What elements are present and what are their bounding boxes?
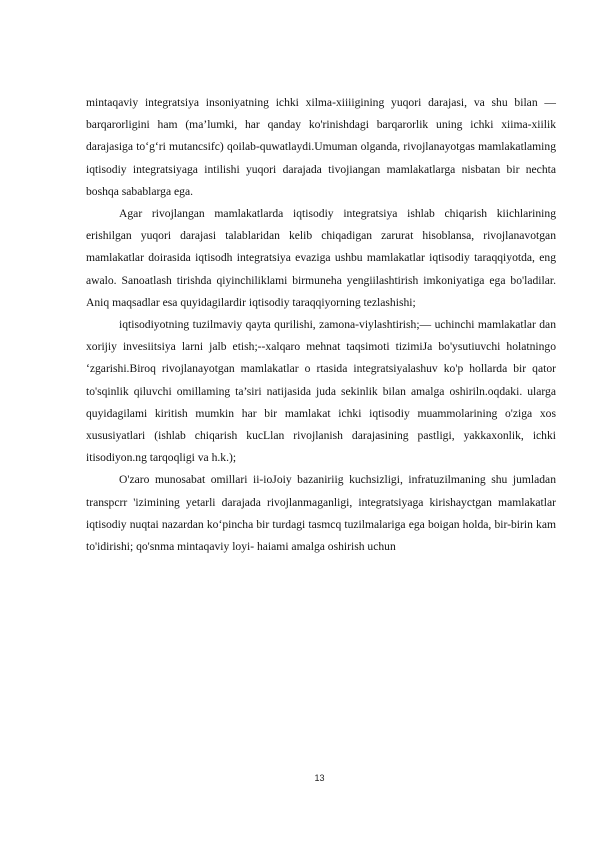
paragraph-2: Agar rivojlangan mamlakatlarda iqtisodiy integratsiya ishlab chiqarish kiichlarining erishilgan yuqori darajasi talablaridan kelib chiqadigan zarurat hisoblansa, rivojlanavotgan mamlakatlar doirasida iqtisodh integratsiya evaziga ushbu mamlakatlar iqtisodiy taraqqiyotda, eng awalo. Sanoatlash tirishda qiyinchiliklami birmuneha yengiilashtirish imkoniyatiga ega bo'ladilar. Aniq maqsadlar esa quyidagilardir iqtisodiy taraqqiyorning tezlashishi; — [86, 207, 556, 309]
paragraph-4: O'zaro munosabat omillari ii-ioJoiy bazaniriig kuchsizligi, infratuzilmaning shu jumladan transpcrr 'izimining yetarli darajada rivojlanmaganligi, integratsiyaga kirishayctgan mamlakatlar iqtisodiy nuqtai nazardan ko‘pincha bir turdagi tasmcq tuzilmalariga ega boigan holda, bir-birin kam to'idirishi; qo'snma mintaqaviy loyi- haiami amalga oshirish uchun — [86, 473, 556, 554]
page-number: 13 — [314, 773, 325, 783]
paragraph-3: iqtisodiyotning tuzilmaviy qayta qurilishi, zamona-viylashtirish;— uchinchi mamlakatlar dan xorijiy invesiitsiya larni jalb etish;--xalqaro mehnat taqsimoti tizimiJa bo'ysutiuvchi holatningo ‘zgarishi.Biroq rivojlanayotgan mamlakatlar o rtasida integratsiyalashuv ko'p hollarda bir qator to'sqinlik qiluvchi omillaming ta’siri natijasida juda sekinlik bilan amalga oshiriln.oqdaki. ularga quyidagilami kiritish mumkin har bir mamlakat ichki iqtisodiy muammolarining o'ziga xos xususiyatlari (ishlab chiqarish kucLlan rivojlanish darajasining pastligi, yakkaxonlik, ichki itisodiyon.ng tarqoqligi va h.k.); — [86, 318, 556, 465]
body-text — [86, 92, 556, 558]
paragraph-1: mintaqaviy integratsiya insoniyatning ichki xilma-xiiiigining yuqori darajasi, va shu bilan — barqarorligini ham (ma’lumki, har qanday ko'rinishdagi barqarorlik uning ichki xiima-xiilik darajasiga to‘g‘ri mutancsifc) qoilab-quwatlaydi.Umuman olganda, rivojlanayotgas mamlakatlaming iqtisodiy integratsiyaga intilishi yuqori darajada tivojiangan mamlakatlarga nisbatan bir nechta boshqa sabablarga ega. — [86, 96, 556, 198]
